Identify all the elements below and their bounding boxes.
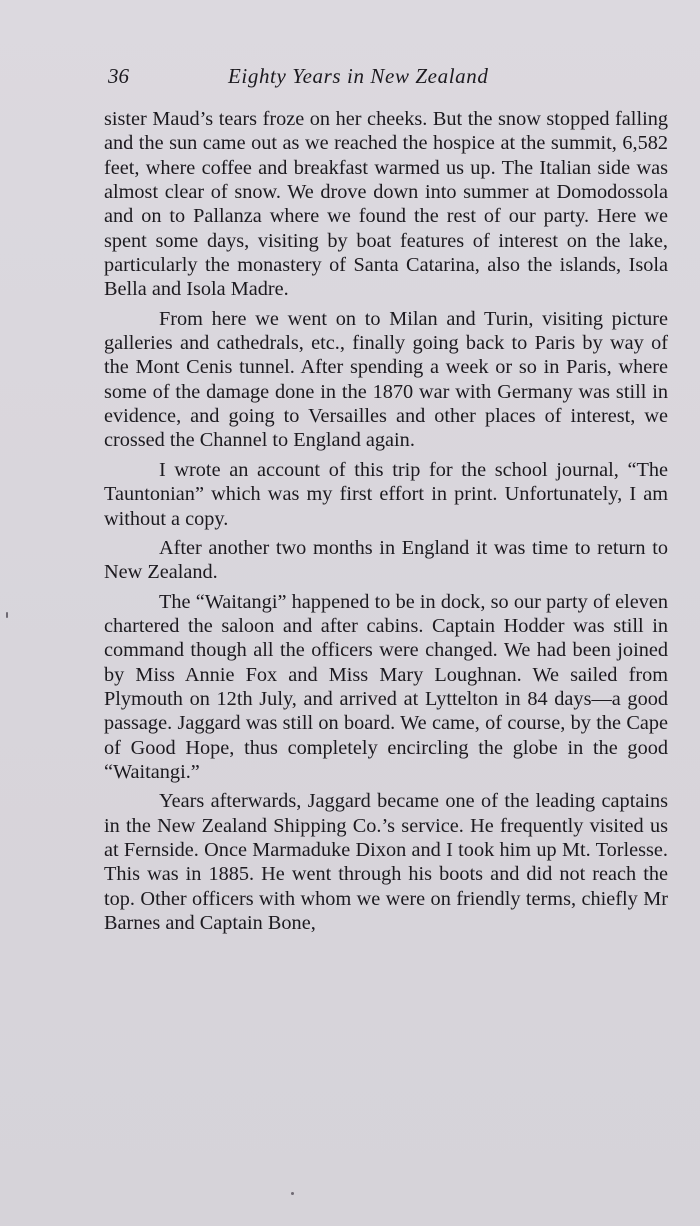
body-text — [104, 107, 668, 935]
page-header — [108, 60, 668, 92]
paragraph: I wrote an account of this trip for the school journal, “The Tauntonian” which was my first effort in print. Unfortunately, I am without a copy. — [104, 458, 668, 530]
paper-speck — [6, 612, 8, 618]
paragraph: From here we went on to Milan and Turin, visiting picture galleries and cathedrals, etc., finally going back to Paris by way of the Mont Cenis tunnel. After spending a week or so in Paris, where some of the damage done in the 1870 war with Germany was still in evidence, and going to Versailles and other places of interest, we crossed the Channel to England again. — [104, 307, 668, 452]
page-number: 36 — [108, 64, 129, 88]
paragraph: The “Waitangi” happened to be in dock, so our party of eleven chartered the saloon and after cabins. Captain Hodder was still in command though all the officers were changed. We had been joined by Miss Annie Fox and Miss Mary Loughnan. We sailed from Plymouth on 12th July, and arrived at Lyttelton in 84 days—a good passage. Jaggard was still on board. We came, of course, by the Cape of Good Hope, thus completely encircling the globe in the good “Waitangi.” — [104, 590, 668, 783]
paper-speck — [291, 1192, 294, 1195]
paragraph: sister Maud’s tears froze on her cheeks. But the snow stopped falling and the sun came out as we reached the hospice at the summit, 6,582 feet, where coffee and breakfast warmed us up. The Italian side was almost clear of snow. We drove down into summer at Domodossola and on to Pallanza where we found the rest of our party. Here we spent some days, visiting by boat features of interest on the lake, particularly the monastery of Santa Catarina, also the islands, Isola Bella and Isola Madre. — [104, 108, 668, 301]
paragraph: After another two months in England it was time to return to New Zealand. — [104, 536, 668, 584]
paragraph: Years afterwards, Jaggard became one of the leading captains in the New Zealand Shipping Co.’s service. He frequently visited us at Fernside. Once Marmaduke Dixon and I took him up Mt. Torlesse. This was in 1885. He went through his boots and did not reach the top. Other officers with whom we were on friendly terms, chiefly Mr Barnes and Captain Bone, — [104, 790, 668, 934]
running-title: Eighty Years in New Zealand — [228, 64, 489, 88]
